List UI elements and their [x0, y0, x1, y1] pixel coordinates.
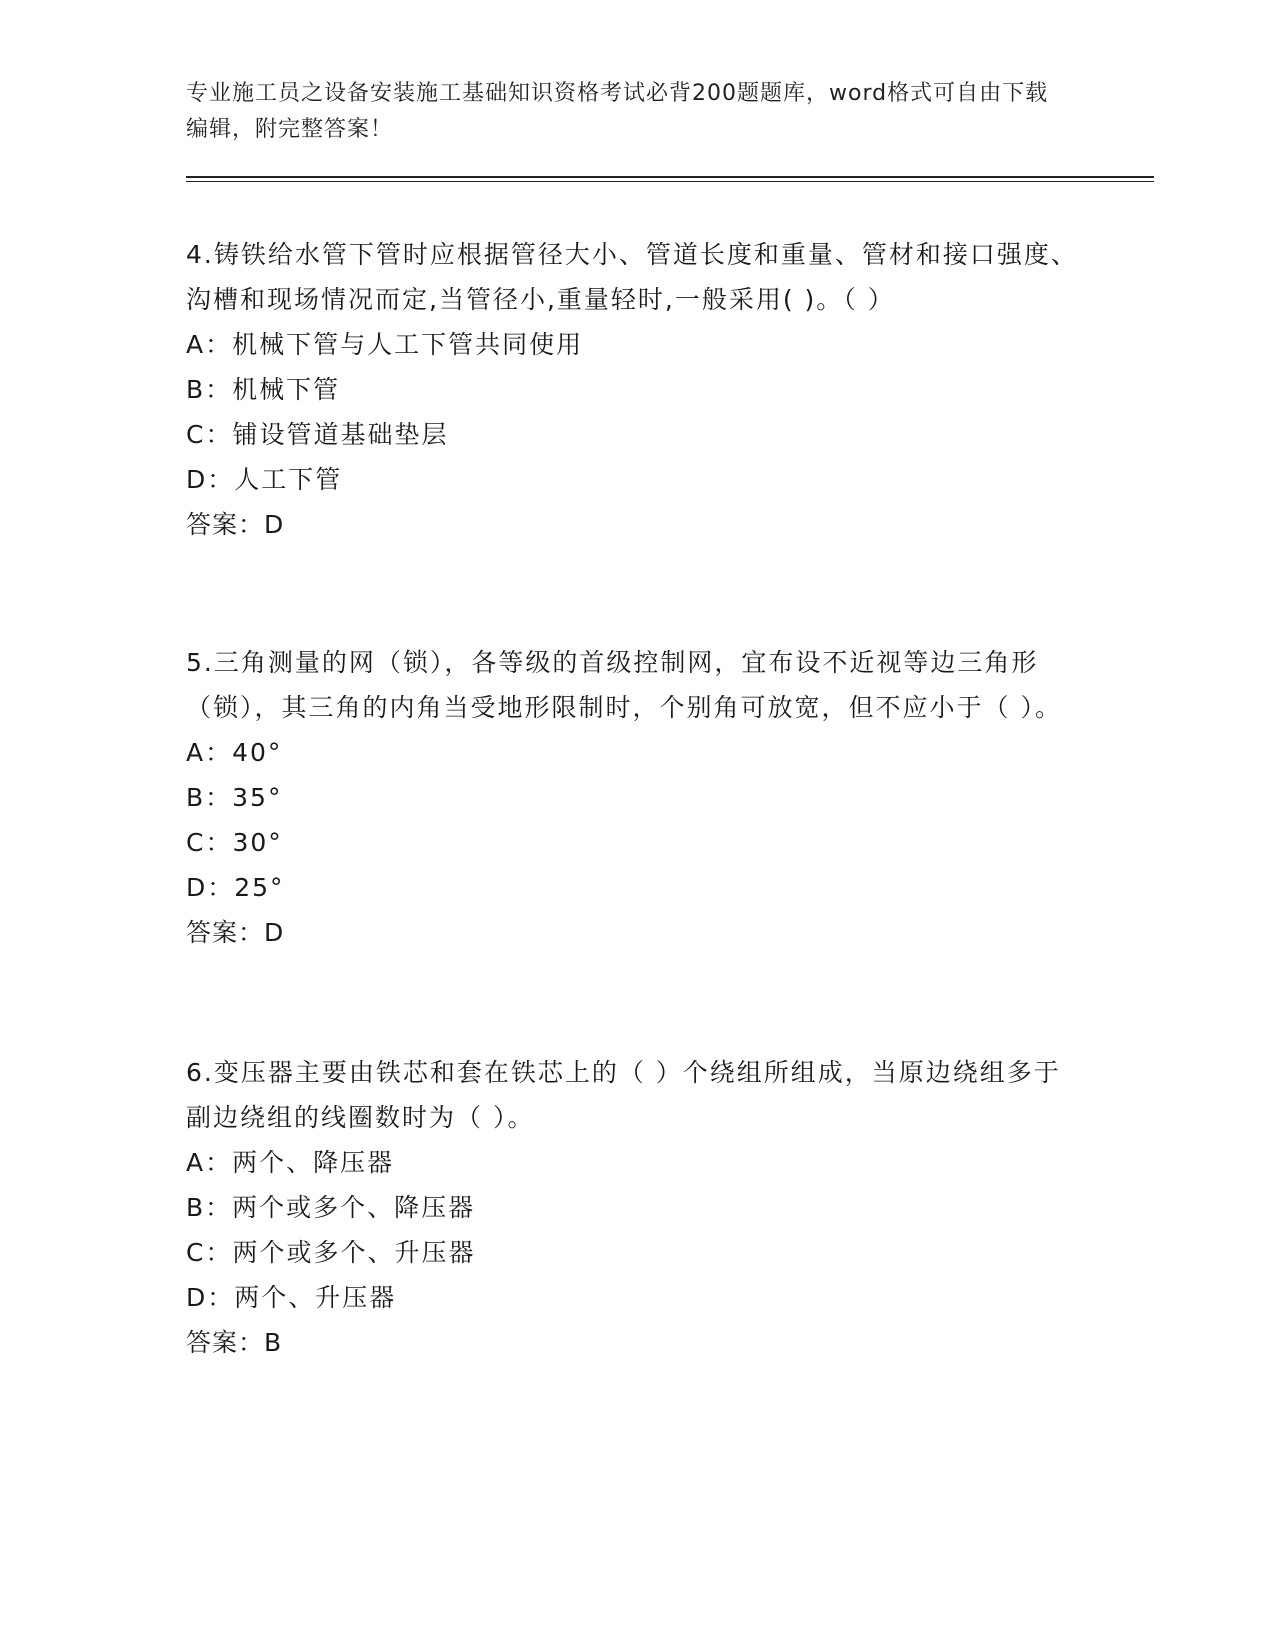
question-5: [186, 640, 1086, 955]
question-6: [186, 1050, 1086, 1365]
header-title: 专业施工员之设备安装施工基础知识资格考试必背200题题库，word格式可自由下载编辑，附完整答案！: [186, 81, 1049, 142]
answer: 答案：B: [186, 1328, 283, 1357]
answer: 答案：D: [186, 918, 285, 947]
question-stem: 4.铸铁给水管下管时应根据管径大小、管道长度和重量、管材和接口强度、沟槽和现场情况而定,当管径小,重量轻时,一般采用( )。（ ）: [186, 240, 1078, 314]
header-divider-thick: [186, 176, 1154, 178]
question-stem: 6.变压器主要由铁芯和套在铁芯上的（ ）个绕组所组成，当原边绕组多于副边绕组的线圈数时为（ ）。: [186, 1058, 1061, 1132]
option-b: B：机械下管: [186, 375, 341, 404]
option-c: C：两个或多个、升压器: [186, 1238, 476, 1267]
document-header: [186, 76, 1066, 148]
option-b: B：35°: [186, 783, 283, 812]
option-c: C：铺设管道基础垫层: [186, 420, 449, 449]
question-stem: 5.三角测量的网（锁），各等级的首级控制网，宜布设不近视等边三角形（锁），其三角的内角当受地形限制时，个别角可放宽，但不应小于（ ）。: [186, 648, 1062, 722]
question-4: [186, 232, 1086, 547]
option-c: C：30°: [186, 828, 283, 857]
option-d: D：两个、升压器: [186, 1283, 397, 1312]
answer: 答案：D: [186, 510, 285, 539]
option-a: A：机械下管与人工下管共同使用: [186, 330, 584, 359]
option-b: B：两个或多个、降压器: [186, 1193, 476, 1222]
option-a: A：两个、降压器: [186, 1148, 395, 1177]
option-a: A：40°: [186, 738, 283, 767]
option-d: D：25°: [186, 873, 285, 902]
option-d: D：人工下管: [186, 465, 343, 494]
header-divider-thin: [186, 181, 1154, 182]
